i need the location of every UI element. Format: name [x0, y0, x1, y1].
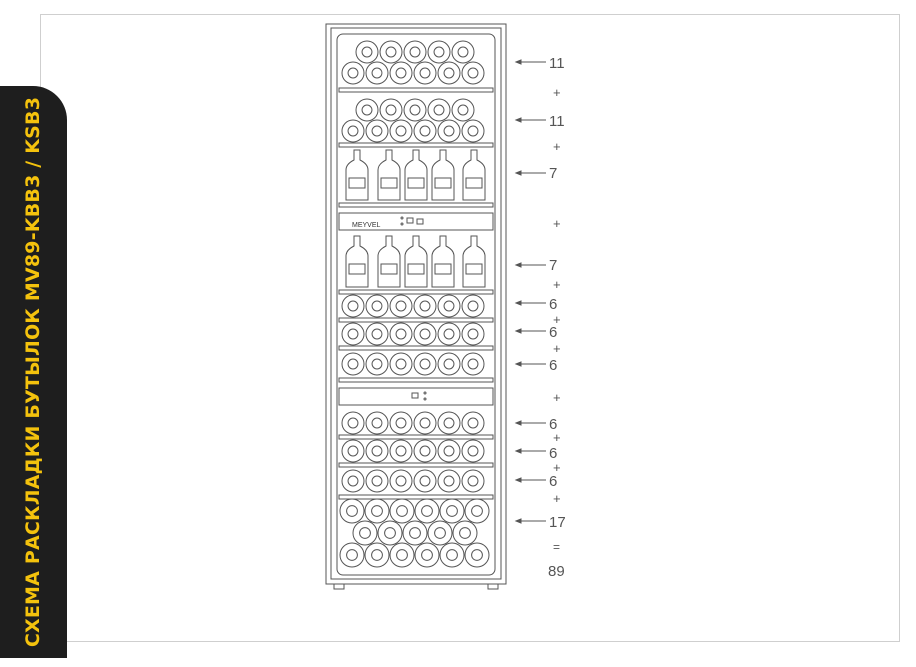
bottle-end — [340, 499, 364, 523]
bottle-end-inner — [444, 68, 454, 78]
shelf-rail — [339, 463, 493, 467]
bottle-end — [342, 295, 364, 317]
bottle-end — [414, 62, 436, 84]
shelf-count-7: 6 — [549, 357, 558, 374]
bottle-end — [366, 323, 388, 345]
shelf-count-11: 17 — [549, 514, 566, 531]
bottle-end-inner — [372, 301, 382, 311]
bottle-end-inner — [396, 359, 406, 369]
bottle-end-inner — [444, 359, 454, 369]
bottle-end — [462, 323, 484, 345]
bottle-end — [342, 323, 364, 345]
bottle-end-inner — [468, 68, 478, 78]
bottle-end-inner — [468, 329, 478, 339]
bottle-end — [403, 521, 427, 545]
bottle-end-inner — [468, 476, 478, 486]
leader-arrowhead — [516, 449, 521, 453]
bottle-end — [462, 120, 484, 142]
bottle-end — [366, 353, 388, 375]
bottle-end-inner — [468, 446, 478, 456]
bottle-end — [414, 470, 436, 492]
bottle-end — [414, 120, 436, 142]
leader-arrowhead — [516, 519, 521, 523]
standing-bottle-label — [466, 178, 482, 188]
bottle-end-inner — [362, 47, 372, 57]
shelf-count-4: 7 — [549, 257, 558, 274]
shelf-rail — [339, 290, 493, 294]
leader-arrowhead — [516, 329, 521, 333]
plus-sign: + — [553, 312, 561, 327]
bottle-end-inner — [410, 105, 420, 115]
bottle-end — [428, 41, 450, 63]
bottle-end-inner — [348, 68, 358, 78]
bottle-end-inner — [420, 359, 430, 369]
bottle-end-inner — [347, 550, 358, 561]
bottle-end-inner — [468, 359, 478, 369]
bottle-end-inner — [386, 105, 396, 115]
bottle-end-inner — [420, 476, 430, 486]
standing-bottle-label — [435, 264, 451, 274]
bottle-end — [390, 295, 412, 317]
bottle-end-inner — [472, 506, 483, 517]
bottle-end-inner — [396, 446, 406, 456]
bottle-end — [465, 543, 489, 567]
bottle-end — [342, 470, 364, 492]
brand-logo: MEYVEL — [352, 222, 381, 229]
shelf-count-2: 11 — [549, 113, 565, 130]
standing-bottle — [405, 236, 427, 287]
shelf-count-8: 6 — [549, 416, 558, 433]
bottle-end — [414, 440, 436, 462]
leader-arrowhead — [516, 478, 521, 482]
bottle-end — [414, 353, 436, 375]
bottle-end — [438, 353, 460, 375]
bottle-end — [414, 295, 436, 317]
bottle-end — [353, 521, 377, 545]
bottle-end — [390, 353, 412, 375]
leader-arrowhead — [516, 263, 521, 267]
standing-bottle — [378, 236, 400, 287]
shelf-count-1: 11 — [549, 55, 565, 72]
bottle-end — [462, 353, 484, 375]
plus-sign: + — [553, 491, 561, 506]
bottle-end-inner — [447, 506, 458, 517]
plus-sign: + — [553, 139, 561, 154]
bottle-end-inner — [444, 329, 454, 339]
equals-sign: = — [553, 540, 561, 554]
bottle-end-inner — [360, 528, 371, 539]
plus-sign: + — [553, 277, 561, 292]
leader-arrowhead — [516, 421, 521, 425]
bottle-end — [366, 62, 388, 84]
bottle-end — [356, 99, 378, 121]
button-icon — [424, 398, 426, 400]
bottle-end-inner — [348, 359, 358, 369]
bottle-end — [366, 440, 388, 462]
bottle-end-inner — [348, 446, 358, 456]
standing-bottle-label — [381, 178, 397, 188]
bottle-end-inner — [444, 476, 454, 486]
standing-bottle-label — [408, 264, 424, 274]
shelf-count-10: 6 — [549, 473, 558, 490]
bottle-end — [438, 440, 460, 462]
bottle-end-inner — [420, 126, 430, 136]
bottle-end — [380, 41, 402, 63]
bottle-end-inner — [444, 418, 454, 428]
shelf-rail — [339, 143, 493, 147]
bottle-end — [365, 499, 389, 523]
standing-bottle — [346, 236, 368, 287]
bottle-end — [404, 41, 426, 63]
bottle-end-inner — [458, 47, 468, 57]
bottle-end — [390, 543, 414, 567]
bottle-end — [340, 543, 364, 567]
bottle-end-inner — [434, 105, 444, 115]
bottle-end — [465, 499, 489, 523]
plus-sign: + — [553, 85, 561, 100]
shelf-rail — [339, 88, 493, 92]
shelf-count-6: 6 — [549, 324, 558, 341]
leader-arrowhead — [516, 171, 521, 175]
display-icon — [407, 218, 413, 223]
bottle-end-inner — [397, 550, 408, 561]
button-icon — [401, 217, 403, 219]
shelf-rail — [339, 346, 493, 350]
bottle-end — [428, 521, 452, 545]
bottle-end — [414, 412, 436, 434]
bottle-end-inner — [348, 418, 358, 428]
bottle-end-inner — [420, 418, 430, 428]
plus-sign: + — [553, 460, 561, 475]
bottle-end — [390, 499, 414, 523]
bottle-end-inner — [420, 446, 430, 456]
bottle-end-inner — [372, 506, 383, 517]
bottle-end — [366, 120, 388, 142]
bottle-end-inner — [422, 506, 433, 517]
bottle-end — [414, 323, 436, 345]
standing-bottle-label — [349, 264, 365, 274]
bottle-end — [342, 62, 364, 84]
bottle-end-inner — [396, 418, 406, 428]
bottle-end-inner — [472, 550, 483, 561]
bottle-end — [462, 295, 484, 317]
bottle-end-inner — [362, 105, 372, 115]
plus-sign: + — [553, 430, 561, 445]
bottle-end-inner — [372, 359, 382, 369]
bottle-end — [390, 440, 412, 462]
bottle-end-inner — [422, 550, 433, 561]
button-icon — [401, 223, 403, 225]
bottle-end-inner — [396, 68, 406, 78]
bottle-end — [438, 470, 460, 492]
bottle-end-inner — [410, 528, 421, 539]
bottle-end-inner — [372, 446, 382, 456]
display-icon — [417, 219, 423, 224]
shelf-rail — [339, 378, 493, 382]
bottle-end-inner — [396, 126, 406, 136]
standing-bottle-label — [408, 178, 424, 188]
bottle-end — [452, 99, 474, 121]
bottle-end — [415, 499, 439, 523]
total-count: 89 — [548, 563, 565, 580]
leader-arrowhead — [516, 362, 521, 366]
bottle-end-inner — [468, 418, 478, 428]
cabinet-foot — [488, 584, 498, 589]
bottle-end-inner — [372, 418, 382, 428]
bottle-end — [366, 295, 388, 317]
bottle-end-inner — [372, 329, 382, 339]
bottle-end-inner — [444, 126, 454, 136]
bottle-end — [380, 99, 402, 121]
bottle-end-inner — [372, 550, 383, 561]
bottle-end-inner — [460, 528, 471, 539]
bottle-end-inner — [348, 301, 358, 311]
shelf-count-3: 7 — [549, 165, 558, 182]
bottle-end-inner — [444, 301, 454, 311]
bottle-end — [438, 412, 460, 434]
cabinet-foot — [334, 584, 344, 589]
bottle-end — [462, 440, 484, 462]
bottle-end — [390, 470, 412, 492]
bottle-end-inner — [468, 126, 478, 136]
standing-bottle-label — [349, 178, 365, 188]
standing-bottle-label — [381, 264, 397, 274]
plus-sign: + — [553, 341, 561, 356]
bottle-end — [440, 543, 464, 567]
bottle-end — [342, 353, 364, 375]
standing-bottle — [432, 150, 454, 200]
bottle-end — [453, 521, 477, 545]
control-panel-bottom — [339, 388, 493, 405]
shelf-rail — [339, 435, 493, 439]
bottle-end — [366, 470, 388, 492]
leader-arrowhead — [516, 60, 521, 64]
shelf-rail — [339, 495, 493, 499]
bottle-end-inner — [420, 329, 430, 339]
bottle-end-inner — [396, 301, 406, 311]
bottle-end-inner — [397, 506, 408, 517]
bottle-end-inner — [447, 550, 458, 561]
cabinet-body — [326, 24, 506, 584]
standing-bottle — [463, 236, 485, 287]
bottle-end — [462, 62, 484, 84]
standing-bottle-label — [435, 178, 451, 188]
standing-bottle — [432, 236, 454, 287]
bottle-end — [462, 412, 484, 434]
bottle-end — [390, 62, 412, 84]
shelf-count-9: 6 — [549, 445, 558, 462]
bottle-end-inner — [348, 126, 358, 136]
shelf-rail — [339, 203, 493, 207]
plus-sign: + — [553, 390, 561, 405]
bottle-end — [440, 499, 464, 523]
bottle-end-inner — [348, 476, 358, 486]
plus-sign: + — [553, 216, 561, 231]
bottle-end-inner — [444, 446, 454, 456]
bottle-end — [342, 440, 364, 462]
bottle-end — [415, 543, 439, 567]
standing-bottle-label — [466, 264, 482, 274]
shelf-rail — [339, 318, 493, 322]
bottle-end-inner — [458, 105, 468, 115]
bottle-end-inner — [385, 528, 396, 539]
bottle-end-inner — [396, 329, 406, 339]
bottle-end — [366, 412, 388, 434]
bottle-end — [428, 99, 450, 121]
bottle-end-inner — [372, 476, 382, 486]
bottle-end — [390, 323, 412, 345]
bottle-end — [438, 62, 460, 84]
button-icon — [424, 392, 426, 394]
bottle-end-inner — [372, 68, 382, 78]
display-icon — [412, 393, 418, 398]
bottle-end — [390, 120, 412, 142]
standing-bottle — [378, 150, 400, 200]
bottle-end — [438, 323, 460, 345]
bottle-end — [462, 470, 484, 492]
bottle-end — [452, 41, 474, 63]
shelf-count-5: 6 — [549, 296, 558, 313]
bottle-end-inner — [348, 329, 358, 339]
bottle-end — [404, 99, 426, 121]
bottle-end-inner — [396, 476, 406, 486]
bottle-end — [378, 521, 402, 545]
bottle-end — [356, 41, 378, 63]
leader-arrowhead — [516, 301, 521, 305]
bottle-end-inner — [468, 301, 478, 311]
bottle-end-inner — [420, 301, 430, 311]
bottle-end — [365, 543, 389, 567]
bottle-end — [342, 412, 364, 434]
bottle-end — [438, 295, 460, 317]
bottle-end — [438, 120, 460, 142]
leader-arrowhead — [516, 118, 521, 122]
bottle-end-inner — [410, 47, 420, 57]
side-title: СХЕМА РАСКЛАДКИ БУТЫЛОК MV89-KBB3 / KSB3 — [22, 96, 44, 648]
standing-bottle — [405, 150, 427, 200]
bottle-end — [342, 120, 364, 142]
standing-bottle — [463, 150, 485, 200]
bottle-end-inner — [420, 68, 430, 78]
bottle-end-inner — [434, 47, 444, 57]
bottle-end-inner — [386, 47, 396, 57]
bottle-end-inner — [372, 126, 382, 136]
bottle-end-inner — [347, 506, 358, 517]
standing-bottle — [346, 150, 368, 200]
bottle-end-inner — [435, 528, 446, 539]
bottle-end — [390, 412, 412, 434]
